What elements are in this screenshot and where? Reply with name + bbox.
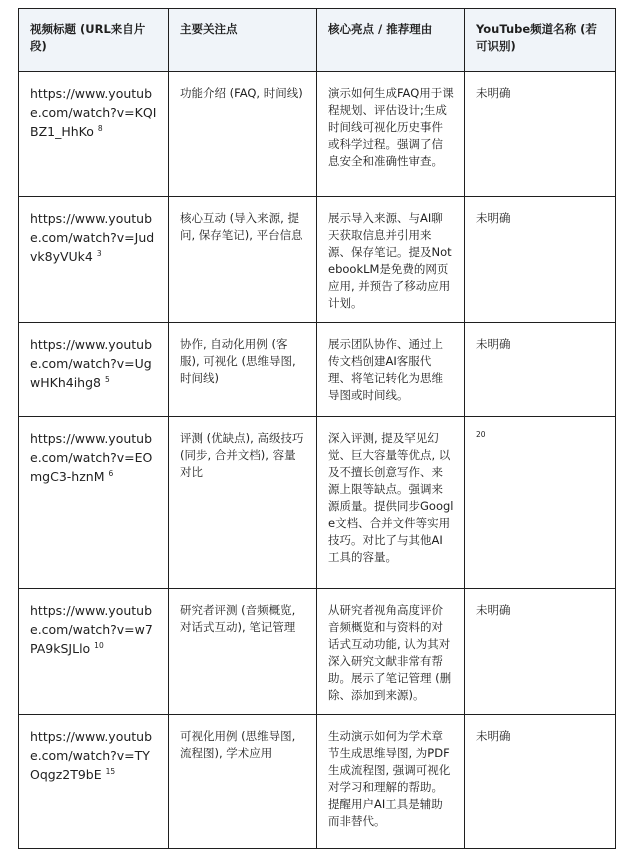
video-url[interactable]: https://www.youtube.com/watch?v=TYOqgz2T9bE [30, 729, 153, 782]
channel-cell: 未明确 [465, 589, 616, 715]
focus-cell: 功能介绍 (FAQ, 时间线) [169, 72, 317, 197]
channel-cell: 未明确 [465, 197, 616, 323]
video-url-cell[interactable] [19, 323, 169, 417]
highlight-cell: 展示团队协作、通过上传文档创建AI客服代理、将笔记转化为思维导图或时间线。 [317, 323, 465, 417]
table-row [19, 323, 616, 417]
channel-cell [465, 417, 616, 589]
focus-cell: 核心互动 (导入来源, 提问, 保存笔记), 平台信息 [169, 197, 317, 323]
video-table [18, 8, 616, 849]
focus-cell: 可视化用例 (思维导图, 流程图), 学术应用 [169, 715, 317, 849]
table-row [19, 589, 616, 715]
citation-ref[interactable]: 20 [476, 430, 486, 440]
table-row [19, 197, 616, 323]
header-focus: 主要关注点 [169, 9, 317, 72]
citation-ref[interactable]: 3 [96, 248, 102, 258]
table-header-row [19, 9, 616, 72]
citation-ref[interactable]: 8 [97, 123, 103, 133]
video-url-cell[interactable] [19, 715, 169, 849]
header-video-title: 视频标题 (URL来自片段) [19, 9, 169, 72]
video-url-cell[interactable] [19, 72, 169, 197]
table-row [19, 715, 616, 849]
video-url-cell[interactable] [19, 589, 169, 715]
video-url-cell[interactable] [19, 417, 169, 589]
citation-ref[interactable]: 5 [104, 374, 110, 384]
focus-cell: 协作, 自动化用例 (客服), 可视化 (思维导图, 时间线) [169, 323, 317, 417]
citation-ref[interactable]: 6 [108, 468, 114, 478]
citation-ref[interactable]: 15 [105, 766, 116, 776]
highlight-cell: 从研究者视角高度评价音频概览和与资料的对话式互动功能, 认为其对深入研究文献非常有帮助。展示了笔记管理 (删除、添加到来源)。 [317, 589, 465, 715]
table-row [19, 72, 616, 197]
video-url[interactable]: https://www.youtube.com/watch?v=w7PA9kSJLlo [30, 603, 153, 656]
table-row [19, 417, 616, 589]
citation-ref[interactable]: 10 [94, 640, 104, 650]
header-highlight: 核心亮点 / 推荐理由 [317, 9, 465, 72]
highlight-cell: 生动演示如何为学术章节生成思维导图, 为PDF生成流程图, 强调可视化对学习和理解的帮助。提醒用户AI工具是辅助而非替代。 [317, 715, 465, 849]
video-url[interactable]: https://www.youtube.com/watch?v=EOmgC3-hznM [30, 431, 153, 484]
channel-cell: 未明确 [465, 72, 616, 197]
highlight-cell: 演示如何生成FAQ用于课程规划、评估设计;生成时间线可视化历史事件或科学过程。强调了信息安全和准确性审查。 [317, 72, 465, 197]
focus-cell: 研究者评测 (音频概览, 对话式互动), 笔记管理 [169, 589, 317, 715]
video-url-cell[interactable] [19, 197, 169, 323]
video-url[interactable]: https://www.youtube.com/watch?v=UgwHKh4ihg8 [30, 337, 153, 390]
focus-cell: 评测 (优缺点), 高级技巧 (同步, 合并文档), 容量对比 [169, 417, 317, 589]
video-url[interactable]: https://www.youtube.com/watch?v=KQIBZ1_HhKo [30, 86, 157, 139]
header-channel: YouTube频道名称 (若可识别) [465, 9, 616, 72]
highlight-cell: 深入评测, 提及罕见幻觉、巨大容量等优点, 以及不擅长创意写作、来源上限等缺点。强调来源质量。提供同步Google文档、合并文件等实用技巧。对比了与其他AI工具的容量。 [317, 417, 465, 589]
channel-cell: 未明确 [465, 323, 616, 417]
channel-cell: 未明确 [465, 715, 616, 849]
highlight-cell: 展示导入来源、与AI聊天获取信息并引用来源、保存笔记。提及NotebookLM是免费的网页应用, 并预告了移动应用计划。 [317, 197, 465, 323]
video-url[interactable]: https://www.youtube.com/watch?v=Judvk8yVUk4 [30, 211, 155, 264]
